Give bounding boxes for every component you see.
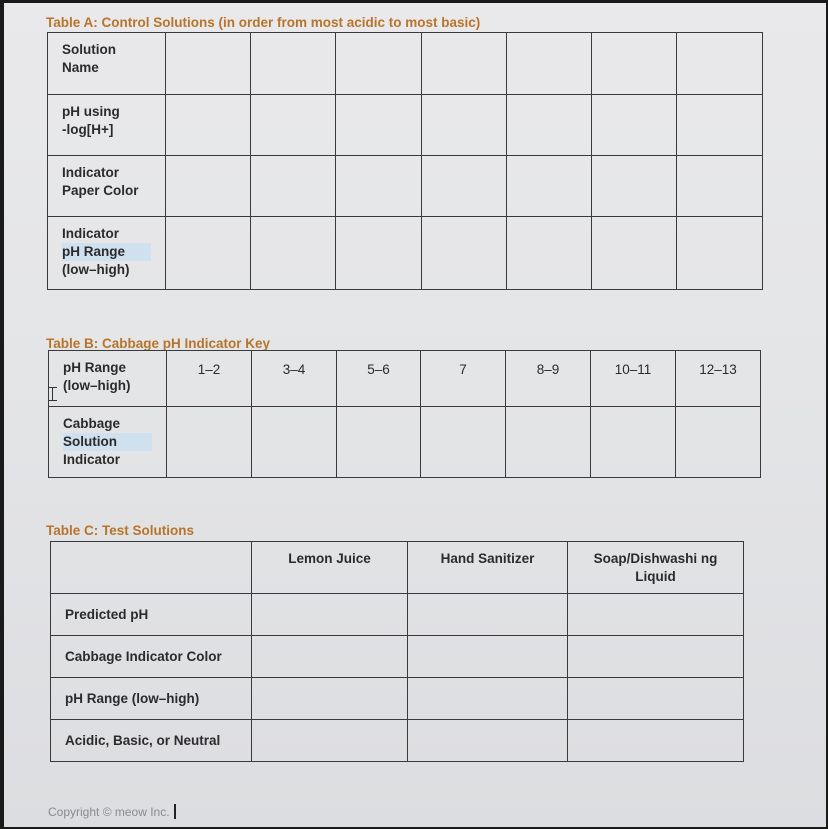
blank-answer-cell[interactable] [677,33,763,95]
blank-answer-cell[interactable] [337,407,421,478]
blank-answer-cell[interactable] [592,95,677,156]
blank-answer-cell[interactable] [506,407,591,478]
test-solution-column-header: Hand Sanitizer [408,542,568,594]
ph-range-column-header: 12–13 [676,351,761,407]
table-row [51,678,744,720]
test-solution-column-header: Soap/Dishwashi ng Liquid [568,542,744,594]
blank-answer-cell[interactable] [251,156,336,217]
corner-cell [51,542,252,594]
blank-answer-cell[interactable] [507,95,592,156]
blank-answer-cell[interactable] [422,217,507,290]
row-label [48,156,166,217]
blank-answer-cell[interactable] [252,407,337,478]
blank-answer-cell[interactable] [421,407,506,478]
blank-answer-cell[interactable] [251,33,336,95]
row-label-line [62,243,151,261]
blank-answer-cell[interactable] [676,407,761,478]
table-row [51,594,744,636]
row-label: pH Range (low–high) [51,678,252,720]
blank-answer-cell[interactable] [408,720,568,762]
row-label [49,407,167,478]
row-label: Predicted pH [51,594,252,636]
table-row [48,33,763,95]
table-row [48,156,763,217]
table-row [51,720,744,762]
blank-answer-cell[interactable] [408,678,568,720]
blank-answer-cell[interactable] [507,33,592,95]
row-label [48,217,166,290]
blank-answer-cell[interactable] [166,95,251,156]
blank-answer-cell[interactable] [336,95,422,156]
mouse-ibeam-cursor [52,387,61,401]
blank-answer-cell[interactable] [507,156,592,217]
table-row [48,95,763,156]
row-label-line: (low–high) [63,378,131,393]
blank-answer-cell[interactable] [507,217,592,290]
ph-range-column-header: 10–11 [591,351,676,407]
blank-answer-cell[interactable] [677,95,763,156]
ph-range-column-header: 5–6 [337,351,421,407]
row-label-line: -log[H+] [62,122,114,137]
blank-answer-cell[interactable] [252,720,408,762]
table-c [50,541,744,762]
ph-range-column-header: 7 [421,351,506,407]
blank-answer-cell[interactable] [336,217,422,290]
row-label: Cabbage Indicator Color [51,636,252,678]
table-row [51,636,744,678]
blank-answer-cell[interactable] [568,720,744,762]
blank-answer-cell[interactable] [408,636,568,678]
table-a-caption: Table A: Control Solutions (in order from most acidic to most basic) [46,15,481,30]
row-label-line: pH Range [63,360,127,375]
copyright-text: Copyright © meow Inc. [48,805,170,819]
highlighted-text: Solution [63,433,152,451]
blank-answer-cell[interactable] [252,678,408,720]
blank-answer-cell[interactable] [166,217,251,290]
test-solution-column-header: Lemon Juice [252,542,408,594]
row-label-line: Paper Color [62,183,139,198]
text-cursor [174,804,176,819]
row-label: Acidic, Basic, or Neutral [51,720,252,762]
row-label [48,33,166,95]
blank-answer-cell[interactable] [422,33,507,95]
blank-answer-cell[interactable] [592,33,677,95]
row-label-line [63,433,152,451]
blank-answer-cell[interactable] [568,636,744,678]
blank-answer-cell[interactable] [166,33,251,95]
blank-answer-cell[interactable] [251,95,336,156]
blank-answer-cell[interactable] [252,594,408,636]
blank-answer-cell[interactable] [592,156,677,217]
table-header-row [49,351,761,407]
blank-answer-cell[interactable] [408,594,568,636]
row-label [48,95,166,156]
blank-answer-cell[interactable] [591,407,676,478]
row-label-line: (low–high) [62,262,130,277]
row-label-line: Indicator [62,165,120,180]
blank-answer-cell[interactable] [592,217,677,290]
table-b-caption: Table B: Cabbage pH Indicator Key [46,336,271,351]
blank-answer-cell[interactable] [251,217,336,290]
row-label-line: Indicator [62,226,120,241]
table-header-row [51,542,744,594]
blank-answer-cell[interactable] [568,678,744,720]
row-label-line: Solution [62,42,116,57]
table-b [48,350,761,478]
row-label-line: Name [62,60,99,75]
row-label [49,351,167,407]
blank-answer-cell[interactable] [677,217,763,290]
table-c-caption: Table C: Test Solutions [46,523,195,538]
blank-answer-cell[interactable] [336,33,422,95]
blank-answer-cell[interactable] [677,156,763,217]
blank-answer-cell[interactable] [166,156,251,217]
row-label-line: Cabbage [63,416,121,431]
blank-answer-cell[interactable] [167,407,252,478]
blank-answer-cell[interactable] [568,594,744,636]
copyright-footer [48,804,176,819]
highlighted-text: pH Range [62,243,151,261]
blank-answer-cell[interactable] [336,156,422,217]
table-row [49,407,761,478]
blank-answer-cell[interactable] [252,636,408,678]
row-label-line: Indicator [63,452,121,467]
ph-range-column-header: 1–2 [167,351,252,407]
blank-answer-cell[interactable] [422,156,507,217]
ph-range-column-header: 3–4 [252,351,337,407]
ph-range-column-header: 8–9 [506,351,591,407]
blank-answer-cell[interactable] [422,95,507,156]
table-row [48,217,763,290]
table-a [47,32,763,290]
row-label-line: pH using [62,104,120,119]
